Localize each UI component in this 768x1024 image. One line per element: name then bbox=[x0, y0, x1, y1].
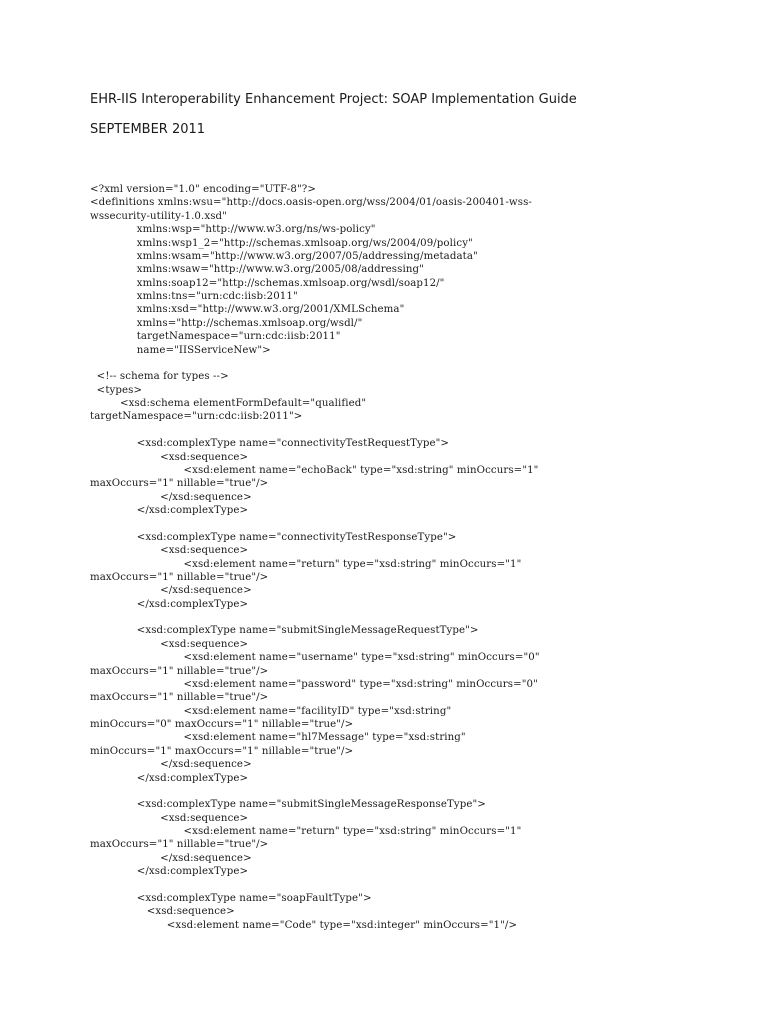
code-line: maxOccurs="1" nillable="true"/> bbox=[90, 665, 269, 677]
code-line: maxOccurs="1" nillable="true"/> bbox=[90, 692, 269, 704]
code-line: <xsd:element name="password" type="xsd:string" minOccurs="0" bbox=[90, 678, 538, 690]
code-line: <xsd:complexType name="submitSingleMessageRequestType"> bbox=[90, 625, 479, 637]
code-line: maxOccurs="1" nillable="true"/> bbox=[90, 571, 269, 583]
code-line bbox=[90, 517, 750, 530]
code-line: </xsd:sequence> bbox=[90, 759, 252, 771]
code-line: </xsd:sequence> bbox=[90, 491, 252, 503]
code-line: <?xml version="1.0" encoding="UTF-8"?> bbox=[90, 184, 316, 195]
code-line: xmlns:tns="urn:cdc:iisb:2011" bbox=[90, 291, 298, 302]
code-line: maxOccurs="1" nillable="true"/> bbox=[90, 839, 269, 851]
code-line: targetNamespace="urn:cdc:iisb:2011"> bbox=[90, 411, 303, 423]
code-listing bbox=[90, 183, 750, 932]
code-line: <xsd:element name="return" type="xsd:string" minOccurs="1" bbox=[90, 558, 522, 570]
code-line: </xsd:complexType> bbox=[90, 505, 249, 516]
code-line bbox=[90, 879, 750, 892]
code-line: </xsd:sequence> bbox=[90, 852, 252, 864]
code-line: xmlns:soap12="http://schemas.xmlsoap.org/wsdl/soap12/" bbox=[90, 277, 445, 289]
code-line: <xsd:schema elementFormDefault="qualified" bbox=[90, 398, 367, 409]
code-line: <types> bbox=[90, 384, 143, 396]
document-title: EHR-IIS Interoperability Enhancement Project: SOAP Implementation Guide bbox=[90, 92, 577, 107]
code-line: </xsd:complexType> bbox=[90, 866, 249, 878]
document-date: SEPTEMBER 2011 bbox=[90, 122, 206, 137]
code-line: <xsd:complexType name="connectivityTestResponseType"> bbox=[90, 531, 457, 543]
code-line: xmlns:wsp1_2="http://schemas.xmlsoap.org/ws/2004/09/policy" bbox=[90, 237, 473, 249]
code-line bbox=[90, 424, 750, 437]
code-line: </xsd:complexType> bbox=[90, 598, 249, 610]
code-line: wssecurity-utility-1.0.xsd" bbox=[90, 210, 227, 222]
code-line: <xsd:sequence> bbox=[90, 638, 249, 650]
code-line bbox=[90, 785, 750, 798]
code-line: <xsd:complexType name="submitSingleMessageResponseType"> bbox=[90, 799, 486, 811]
code-line: <xsd:element name="echoBack" type="xsd:string" minOccurs="1" bbox=[90, 464, 539, 476]
code-line: minOccurs="0" maxOccurs="1" nillable="true"/> bbox=[90, 719, 354, 730]
code-line: xmlns:wsp="http://www.w3.org/ns/ws-policy" bbox=[90, 224, 376, 236]
code-line: xmlns:xsd="http://www.w3.org/2001/XMLSchema" bbox=[90, 304, 405, 316]
code-line bbox=[90, 357, 750, 370]
code-line: name="IISServiceNew"> bbox=[90, 344, 271, 356]
code-line: <xsd:element name="username" type="xsd:string" minOccurs="0" bbox=[90, 652, 540, 664]
code-line: </xsd:complexType> bbox=[90, 772, 249, 784]
code-line: <definitions xmlns:wsu="http://docs.oasis-open.org/wss/2004/01/oasis-200401-wss- bbox=[90, 197, 532, 209]
code-line: <xsd:sequence> bbox=[90, 906, 235, 918]
code-line: <xsd:complexType name="soapFaultType"> bbox=[90, 892, 372, 904]
code-line: <!-- schema for types --> bbox=[90, 371, 229, 383]
code-line: <xsd:sequence> bbox=[90, 451, 249, 463]
code-line: </xsd:sequence> bbox=[90, 585, 252, 597]
code-line: <xsd:element name="return" type="xsd:string" minOccurs="1" bbox=[90, 826, 522, 837]
code-line bbox=[90, 611, 750, 624]
code-line: <xsd:sequence> bbox=[90, 545, 249, 557]
code-line: <xsd:sequence> bbox=[90, 812, 249, 824]
code-line: <xsd:complexType name="connectivityTestRequestType"> bbox=[90, 438, 450, 450]
code-line: <xsd:element name="hl7Message" type="xsd:string" bbox=[90, 732, 466, 744]
code-line: maxOccurs="1" nillable="true"/> bbox=[90, 478, 269, 490]
code-line: xmlns="http://schemas.xmlsoap.org/wsdl/" bbox=[90, 317, 363, 329]
code-line: xmlns:wsaw="http://www.w3.org/2005/08/addressing" bbox=[90, 264, 424, 276]
code-line: xmlns:wsam="http://www.w3.org/2007/05/addressing/metadata" bbox=[90, 250, 478, 262]
code-line: <xsd:element name="Code" type="xsd:integer" minOccurs="1"/> bbox=[90, 919, 518, 931]
code-line: minOccurs="1" maxOccurs="1" nillable="true"/> bbox=[90, 745, 354, 757]
code-line: <xsd:element name="facilityID" type="xsd:string" bbox=[90, 705, 452, 717]
code-line: targetNamespace="urn:cdc:iisb:2011" bbox=[90, 331, 341, 343]
